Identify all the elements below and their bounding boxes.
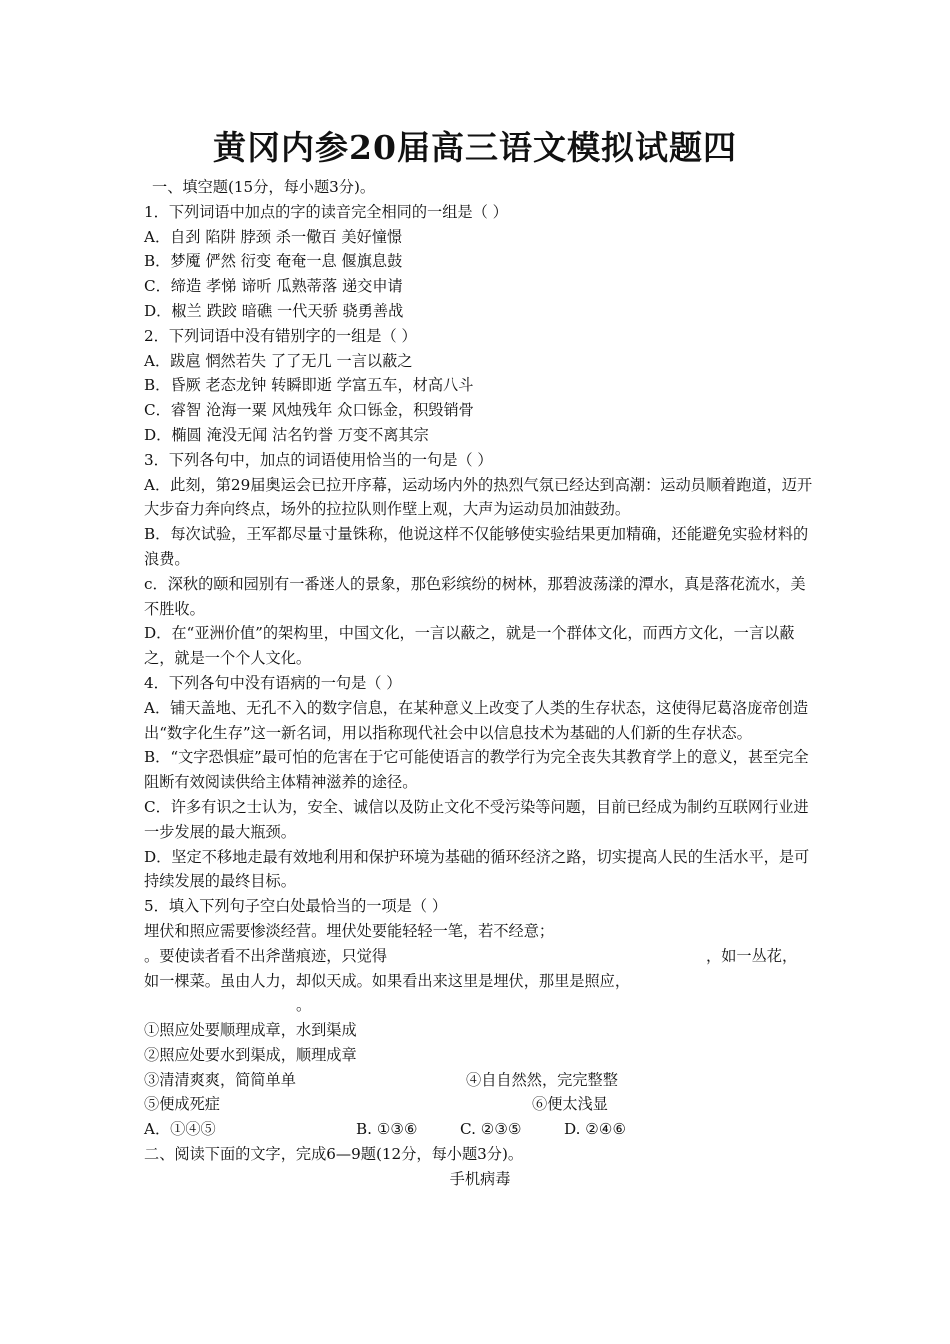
option-b: B．昏厥 老态龙钟 转瞬即逝 学富五车，材高八斗 (144, 376, 474, 395)
answer-row (144, 1117, 816, 1142)
question-stem: 3．下列各句中，加点的词语使用恰当的一句是（ ） (144, 450, 493, 469)
option-d: D．椭圆 淹没无闻 沽名钓誉 万变不离其宗 (144, 425, 429, 444)
passage-fragment: 。要使读者看不出斧凿痕迹，只觉得 (144, 946, 387, 965)
passage-line: 如一棵菜。虽由人力，却似天成。如果看出来这里是埋伏，那里是照应， (144, 971, 630, 990)
option-b: B．梦魇 俨然 衍变 奄奄一息 偃旗息鼓 (144, 252, 403, 271)
passage-line (144, 944, 816, 969)
section-heading: 一、填空题(15分，每小题3分)。 (152, 178, 376, 196)
section-heading: 二、阅读下面的文字，完成6—9题(12分，每小题3分)。 (144, 1145, 524, 1164)
option-d: D．坚定不移地走最有效地利用和保护环境为基础的循环经济之路，切实提高人民的生活水平，是可持续发展的最终目标。 (144, 847, 810, 891)
document-body (144, 175, 816, 1192)
question-stem: 2．下列词语中没有错别字的一组是（ ） (144, 326, 417, 345)
passage-title: 手机病毒 (449, 1169, 511, 1188)
answer-d: D. ②④⑥ (564, 1120, 627, 1139)
question-stem: 4．下列各句中没有语病的一句是（ ） (144, 673, 402, 692)
answer-a: A．①④⑤ (144, 1120, 216, 1139)
option-a: A．跋扈 惘然若失 了了无几 一言以蔽之 (144, 351, 413, 370)
answer-b: B. ①③⑥ (356, 1120, 418, 1139)
choice-item: ③清清爽爽，简简单单 (144, 1070, 296, 1089)
passage-fragment: ，如一丛花， (706, 946, 798, 965)
option-b: B．每次试验，王军都尽量寸量铢称，他说这样不仅能够使实验结果更加精确，还能避免实验材料的浪费。 (144, 525, 809, 568)
option-a: A．自刭 陷阱 脖颈 杀一儆百 美好憧憬 (144, 227, 403, 246)
passage-line: 埋伏和照应需要惨淡经营。埋伏处要能轻轻一笔，若不经意； (144, 921, 555, 940)
option-c: c．深秋的颐和园别有一番迷人的景象，那色彩缤纷的树林，那碧波荡漾的潭水，真是落花流水，美不胜收。 (144, 574, 806, 618)
choice-item: ⑤便成死症 (144, 1095, 220, 1114)
option-c: C．缔造 孝悌 谛听 瓜熟蒂落 递交申请 (144, 277, 403, 296)
choice-item: ①照应处要顺理成章，水到渠成 (144, 1021, 357, 1040)
choice-item: ②照应处要水到渠成，顺理成章 (144, 1045, 357, 1064)
question-stem: 5．填入下列句子空白处最恰当的一项是（ ） (144, 897, 448, 916)
option-c: C．许多有识之士认为，安全、诚信以及防止文化不受污染等问题，目前已经成为制约互联网行业进一步发展的最大瓶颈。 (144, 797, 809, 841)
option-a: A．此刻，第29届奥运会已拉开序幕，运动场内外的热烈气氛已经达到高潮：运动员顺着跑道，迈开大步奋力奔向终点，场外的拉拉队则作壁上观，大声为运动员加油鼓劲。 (144, 475, 813, 519)
option-d: D．椒兰 跌跤 暗礁 一代天骄 骁勇善战 (144, 301, 404, 320)
question-stem: 1．下列词语中加点的字的读音完全相同的一组是（ ） (144, 202, 508, 221)
option-b: B．“文字恐惧症”最可怕的危害在于它可能使语言的教学行为完全丧失其教育学上的意义，甚至完全阻断有效阅读供给主体精神滋养的途径。 (144, 748, 809, 792)
option-d: D．在“亚洲价值”的架构里，中国文化，一言以蔽之，就是一个群体文化，而西方文化，一言以蔽之，就是一个个人文化。 (144, 624, 795, 668)
choice-item: ④自自然然，完完整整 (466, 1070, 618, 1089)
page-title: 黄冈内参20届高三语文模拟试题四 (213, 128, 737, 167)
option-a: A．铺天盖地、无孔不入的数字信息，在某种意义上改变了人类的生存状态，这使得尼葛洛庞帝创造出“数字化生存”这一新名词，用以指称现代社会中以信息技术为基础的人们新的生存状态。 (144, 698, 809, 742)
choice-item: ⑥便太浅显 (532, 1095, 608, 1114)
answer-c: C. ②③⑤ (460, 1120, 522, 1139)
choice-row (144, 1092, 816, 1117)
passage-line: 。 (296, 996, 312, 1015)
option-c: C．睿智 沧海一粟 风烛残年 众口铄金，积毁销骨 (144, 401, 474, 420)
choice-row (144, 1068, 816, 1093)
